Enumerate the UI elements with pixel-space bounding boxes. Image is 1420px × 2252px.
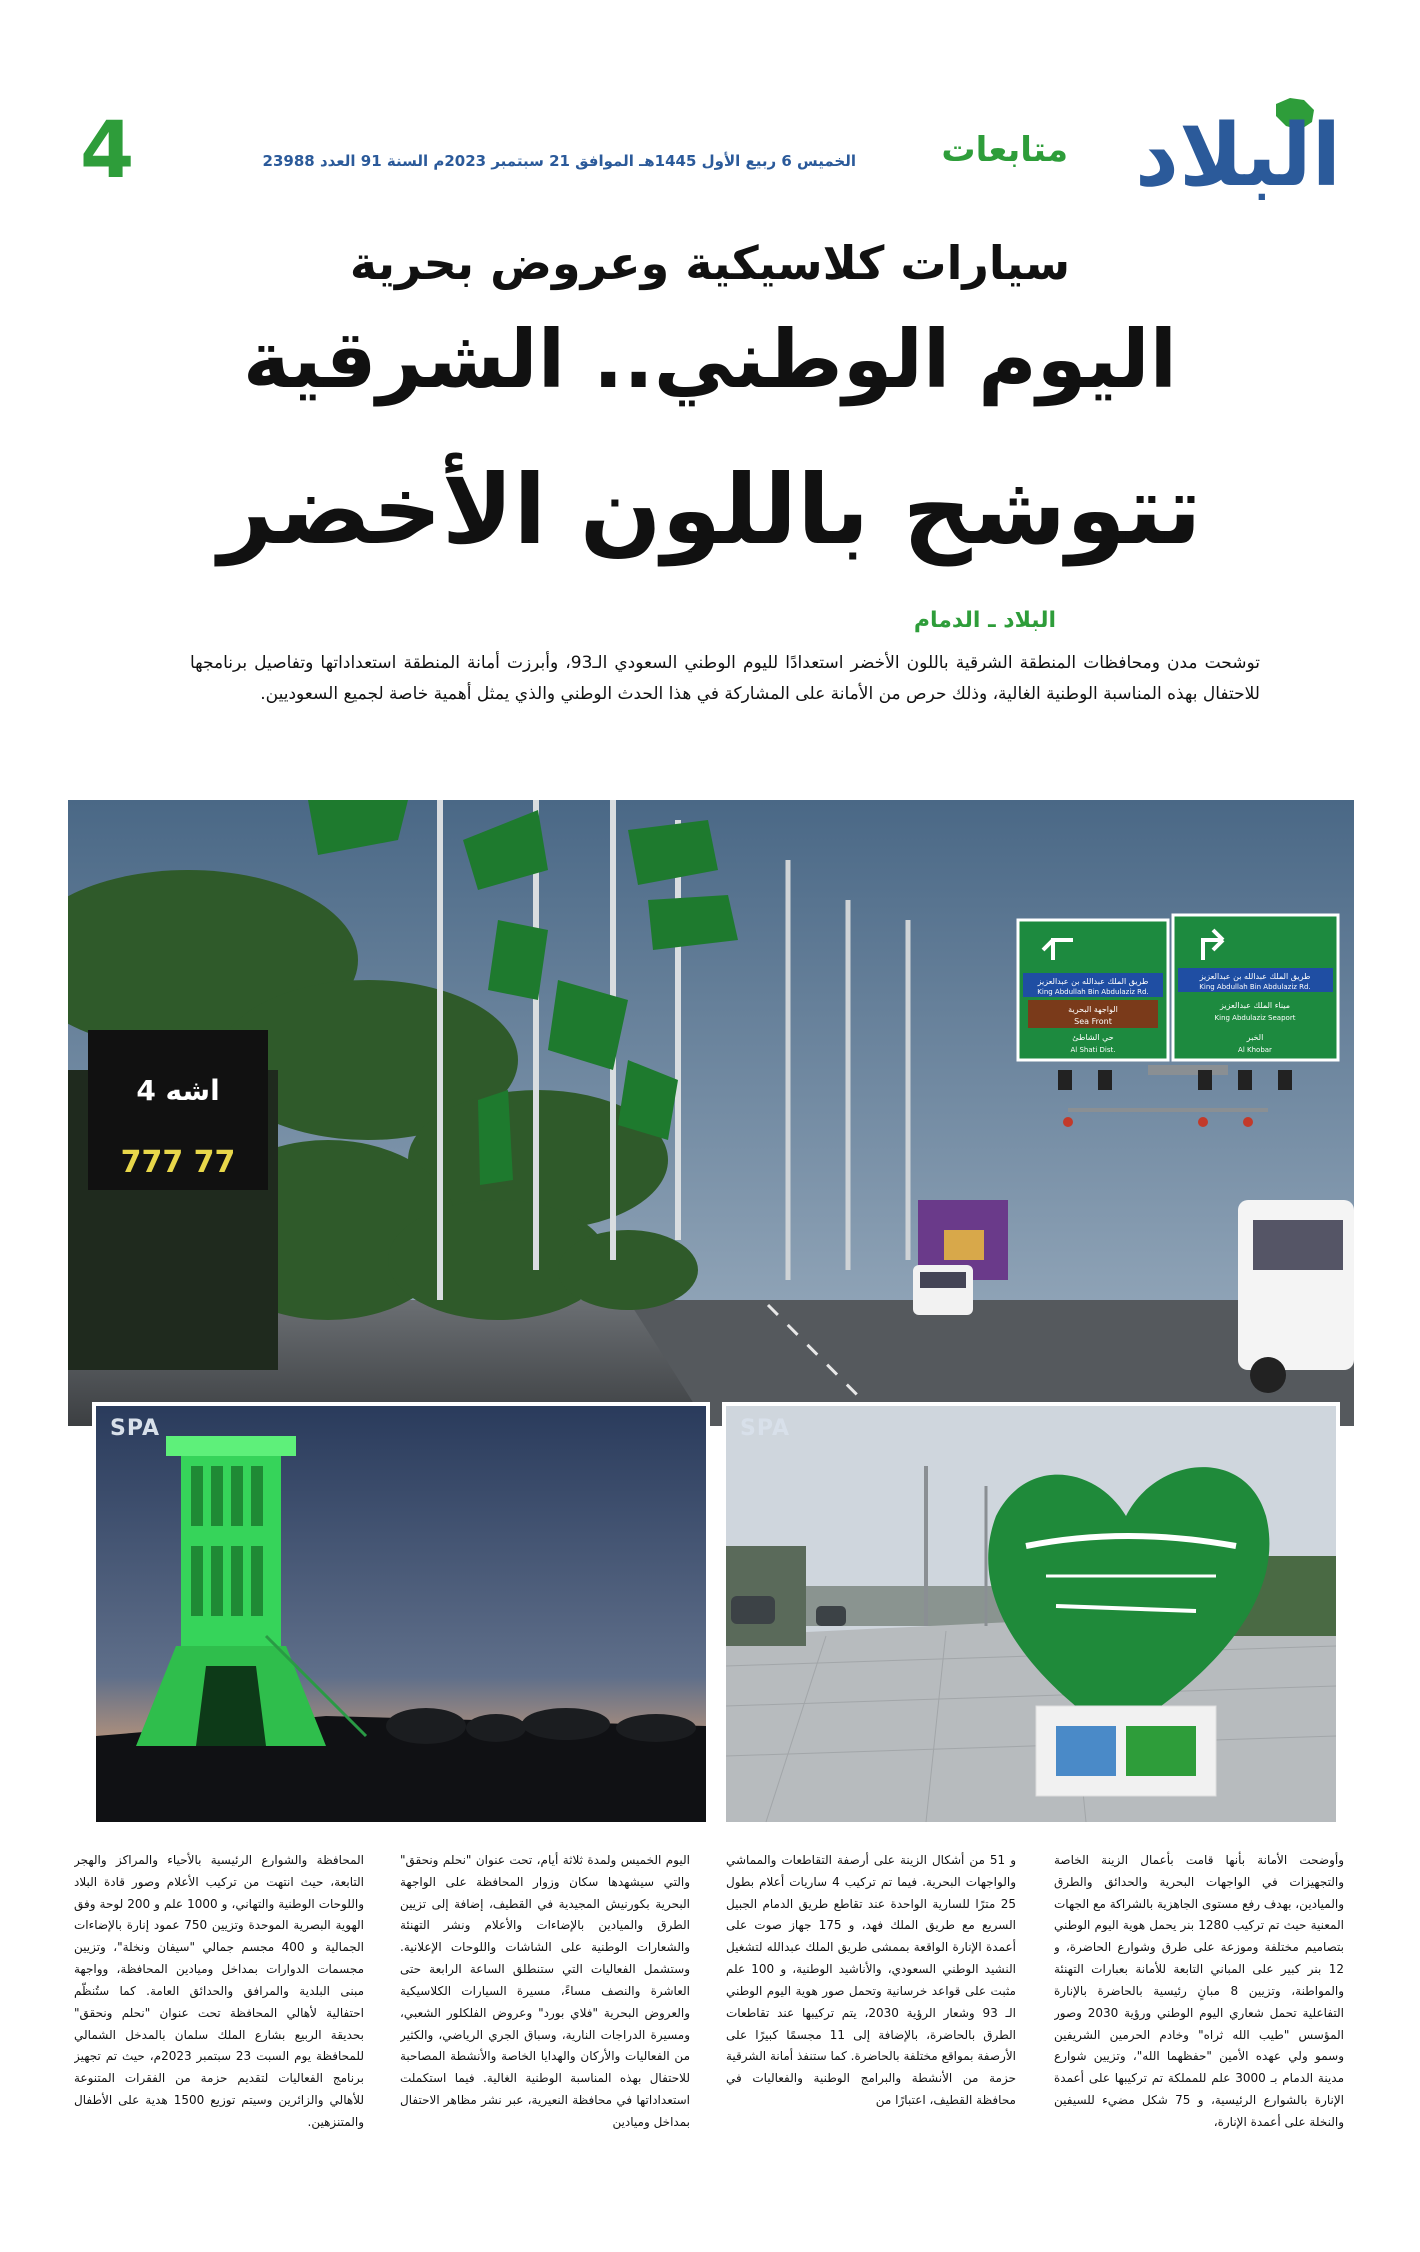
spa-watermark: SPA <box>740 1416 790 1441</box>
sign-left-road: طريق الملك عبدالله بن عبدالعزيز <box>1037 977 1149 986</box>
sign-left-dest-en: Sea Front <box>1074 1017 1112 1026</box>
sign-right-road: طريق الملك عبدالله بن عبدالعزيز <box>1199 972 1311 981</box>
main-photo-street-flags <box>68 800 1354 1426</box>
spa-watermark: SPA <box>110 1416 160 1441</box>
sign-right-dest: ميناء الملك عبدالعزيز <box>1219 1001 1291 1010</box>
photo-heart-sculpture <box>722 1402 1340 1826</box>
store-sign-price: 777 77 <box>120 1145 236 1180</box>
sign-left-road-en: King Abdullah Bin Abdulaziz Rd. <box>1037 988 1149 996</box>
road-sign-left <box>1018 920 1168 1060</box>
article-column-3: اليوم الخميس ولمدة ثلاثة أيام، تحت عنوان "نحلم ونحقق" والتي سيشهدها سكان وزوار المحافظة على الواجهة البحرية بكورنيش المجيدية في القطيف، إضافة إلى تزيين الطرق والميادين بالإضاءات والأعلام ونشر التهنئة والشعارات الوطنية على الشاشات واللوحات الإعلانية. وستشمل الفعاليات التي ستنطلق الساعة الرابعة حتى العاشرة والنصف مساءً، مسيرة السيارات الكلاسيكية والعروض البحرية "فلاي بورد" وعروض الفلكلور الشعبي، ومسيرة الدراجات النارية، وسباق الجري الرياضي، والكثير من الفعاليات والأركان والهدايا الخاصة والأنشطة المصاحبة للاحتفال بهذه المناسبة الوطنية الغالية. فيما استكملت استعداداتها في محافظة النعيرية، عبر نشر مظاهر الاحتفال بمداخل وميادين <box>400 1853 690 2129</box>
article-column-4: المحافظة والشوارع الرئيسية بالأحياء والمراكز والهجر التابعة، حيث انتهت من تركيب الأعلام وصور قادة البلاد واللوحات الوطنية والتهاني، و 1000 علم و 200 لوحة وفق الهوية البصرية الموحدة وتزيين 750 عمود إنارة بالإضاءات الجمالية و 400 مجسم جمالي "سيفان ونخلة"، وتزيين مجسمات الدوارات بمداخل وميادين المحافظة، وواجهة مبنى البلدية والمرافق والحدائق العامة. كما ستُنظّم احتفالية لأهالي المحافظة تحت عنوان "نحلم ونحقق" بحديقة الربيع بشارع الملك سلمان بالمدخل الشمالي للمحافظة يوم السبت 23 سبتمبر 2023م، حيث تم تجهيز برنامج الفعاليات لتقديم حزمة من الفقرات المتنوعة للأهالي والزائرين وسيتم توزيع 1500 هدية على الأطفال والمتنزهين. <box>74 1853 364 2129</box>
sign-left-dest2-en: Al Shati Dist. <box>1070 1046 1116 1054</box>
issue-dateline: الخميس 6 ربيع الأول 1445هـ الموافق 21 سبتمبر 2023م السنة 91 العدد 23988 <box>262 152 856 170</box>
store-sign-text: 4 اشه <box>136 1074 220 1107</box>
article-column-1: وأوضحت الأمانة بأنها قامت بأعمال الزينة الخاصة والتجهيزات في الواجهات البحرية والحدائق والطرق والميادين، بهدف رفع مستوى الجاهزية بالشراكة مع الجهات المعنية حيث تم تركيب 1280 بنر يحمل هوية اليوم الوطني بتصاميم مختلفة وموزعة على طرق وشوارع الحاضرة، و 12 بنر كبير على المباني التابعة للأمانة بعبارات التهنئة والمواطنة، وتزيين 8 مبانٍ رئيسية بالحاضرة بالإنارة التفاعلية تحمل شعاري اليوم الوطني ورؤية 2030 وصور المؤسس "طيب الله ثراه" وخادم الحرمين الشريفين وسمو ولي عهده الأمين "حفظهما الله"، وتزيين شوارع مدينة الدمام بـ 3000 علم للمملكة تم تركيبها على أعمدة الإنارة بالشوارع الرئيسية، و 75 شكل مضيء للسيفين والنخلة على أعمدة الإنارة، <box>1054 1853 1344 2129</box>
sign-right-dest-en: King Abdulaziz Seaport <box>1214 1014 1296 1022</box>
sign-left-dest2: حي الشاطئ <box>1072 1033 1114 1042</box>
article-column-2: و 51 من أشكال الزينة على أرصفة التقاطعات والمماشي والواجهات البحرية. فيما تم تركيب 4 ساريات أعلام بطول 25 مترًا للسارية الواحدة عند تقاطع طريق الدمام الجبيل السريع مع طريق الملك فهد، و 175 جهاز صوت على أعمدة الإنارة الواقعة بممشى طريق الملك عبدالله لتشغيل النشيد الوطني السعودي، والأناشيد الوطنية، و 100 علم مثبت على قواعد خرسانية وتحمل صور هوية اليوم الوطني الـ 93 وشعار الرؤية 2030، يتم تركيبها عند تقاطعات الطرق بالحاضرة، بالإضافة إلى 11 مجسمًا كبيرًا على الأرصفة بمواقع مختلفة بالحاضرة. كما ستنفذ أمانة الشرقية حزمة من الأنشطة والبرامج الوطنية والفعاليات في محافظة القطيف، اعتبارًا من <box>726 1853 1016 2108</box>
sign-right-road-en: King Abdullah Bin Abdulaziz Rd. <box>1199 983 1311 991</box>
logo-wordmark: البلاد <box>1134 106 1342 206</box>
page-number: 4 <box>80 106 135 196</box>
main-headline-line1: اليوم الوطني.. الشرقية <box>242 313 1178 406</box>
newspaper-logo <box>1118 88 1358 224</box>
main-headline-line2: تتوشح باللون الأخضر <box>218 454 1202 566</box>
kicker-headline: سيارات كلاسيكية وعروض بحرية <box>349 236 1071 290</box>
section-title: متابعات <box>941 130 1068 170</box>
sign-right-dest2-en: Al Khobar <box>1238 1046 1272 1054</box>
lead-paragraph: توشحت مدن ومحافظات المنطقة الشرقية باللون الأخضر استعدادًا لليوم الوطني السعودي الـ93، وأبرزت أمانة المنطقة استعداداتها وتفاصيل برنامجها للاحتفال بهذه المناسبة الوطنية الغالية، وذلك حرص من الأمانة على المشاركة في هذا الحدث الوطني والذي يمثل أهمية خاصة لجميع السعوديين. <box>190 653 1260 705</box>
road-sign-right <box>1173 915 1338 1060</box>
byline: البلاد ـ الدمام <box>913 608 1057 633</box>
sign-right-dest2: الخبر <box>1246 1033 1264 1042</box>
sign-left-dest: الواجهة البحرية <box>1068 1005 1118 1014</box>
photo-green-tower <box>92 1402 710 1826</box>
